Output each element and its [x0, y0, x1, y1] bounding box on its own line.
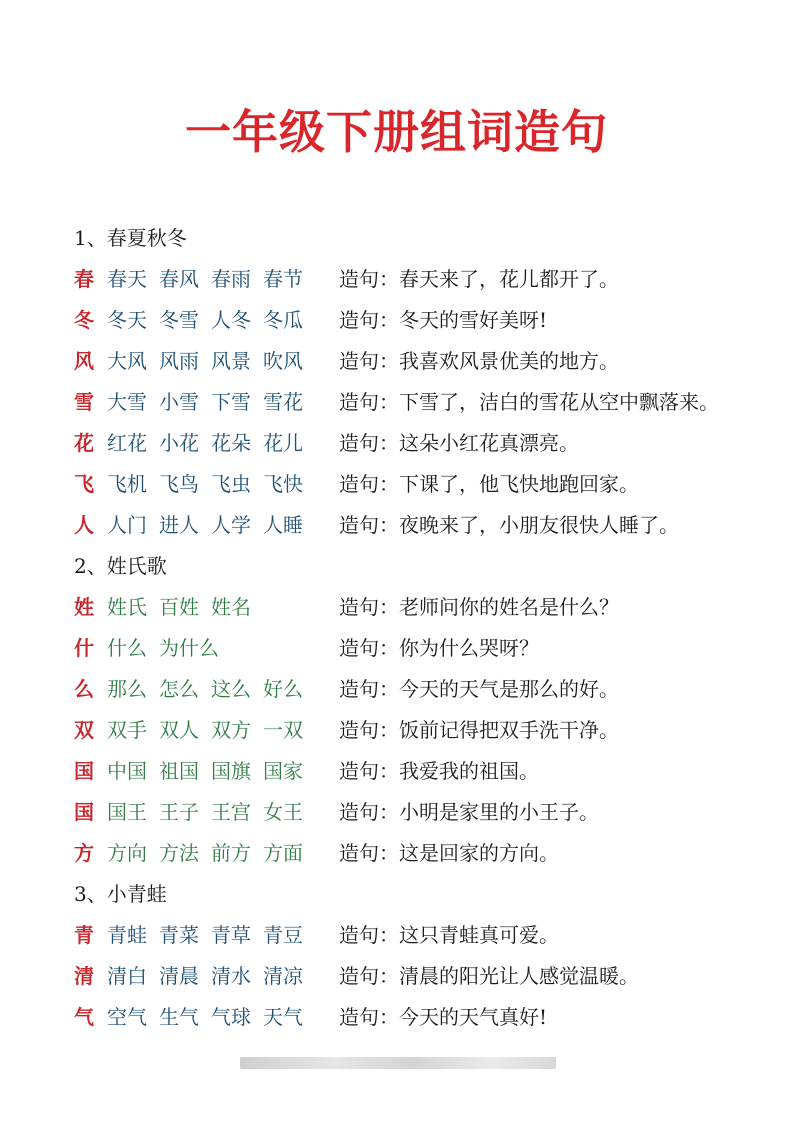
word-row [74, 833, 754, 874]
compound-word: 清水 [211, 964, 251, 988]
compound-word: 方法 [159, 841, 199, 865]
compound-word: 花儿 [263, 431, 303, 455]
example-sentence: 造句：饭前记得把双手洗干净。 [339, 718, 619, 742]
example-sentence: 造句：清晨的阳光让人感觉温暖。 [339, 964, 639, 988]
word-row [74, 423, 754, 464]
example-sentence: 造句：这只青蛙真可爱。 [339, 923, 559, 947]
compound-word: 姓名 [211, 595, 251, 619]
word-group [107, 710, 347, 751]
example-sentence: 造句：今天的天气是那么的好。 [339, 677, 619, 701]
compound-word: 飞快 [263, 472, 303, 496]
compound-word: 一双 [263, 718, 303, 742]
word-group [107, 300, 347, 341]
compound-word: 青蛙 [107, 923, 147, 947]
compound-word: 吹风 [263, 349, 303, 373]
example-sentence: 造句：这朵小红花真漂亮。 [339, 431, 579, 455]
compound-word: 春天 [107, 267, 147, 291]
compound-word: 方面 [263, 841, 303, 865]
key-character: 清 [74, 964, 94, 988]
example-sentence: 造句：下课了，他飞快地跑回家。 [339, 472, 639, 496]
compound-word: 这么 [211, 677, 251, 701]
page-title: 一年级下册组词造句 [185, 105, 608, 159]
word-row [74, 300, 754, 341]
compound-word: 什么 [107, 636, 147, 660]
example-sentence: 造句：今天的天气真好! [339, 1005, 548, 1029]
word-group [107, 341, 347, 382]
word-row [74, 341, 754, 382]
word-group [107, 259, 347, 300]
compound-word: 百姓 [159, 595, 199, 619]
compound-word: 怎么 [159, 677, 199, 701]
compound-word: 青豆 [263, 923, 303, 947]
compound-word: 那么 [107, 677, 147, 701]
word-list [74, 218, 754, 1038]
example-sentence: 造句：小明是家里的小王子。 [339, 800, 599, 824]
compound-word: 生气 [159, 1005, 199, 1029]
compound-word: 大雪 [107, 390, 147, 414]
word-group [107, 669, 347, 710]
key-character: 姓 [74, 595, 94, 619]
example-sentence: 造句：我喜欢风景优美的地方。 [339, 349, 619, 373]
key-character: 雪 [74, 390, 94, 414]
key-character: 青 [74, 923, 94, 947]
compound-word: 雪花 [263, 390, 303, 414]
example-sentence: 造句：老师问你的姓名是什么？ [339, 595, 619, 619]
compound-word: 双方 [211, 718, 251, 742]
key-character: 人 [74, 513, 94, 537]
word-row [74, 710, 754, 751]
compound-word: 飞机 [107, 472, 147, 496]
compound-word: 双人 [159, 718, 199, 742]
compound-word: 春节 [263, 267, 303, 291]
compound-word: 春风 [159, 267, 199, 291]
compound-word: 气球 [211, 1005, 251, 1029]
compound-word: 大风 [107, 349, 147, 373]
compound-word: 红花 [107, 431, 147, 455]
word-group [107, 464, 347, 505]
compound-word: 进人 [159, 513, 199, 537]
word-row [74, 956, 754, 997]
compound-word: 花朵 [211, 431, 251, 455]
compound-word: 前方 [211, 841, 251, 865]
compound-word: 人门 [107, 513, 147, 537]
word-group [107, 833, 347, 874]
compound-word: 方向 [107, 841, 147, 865]
key-character: 春 [74, 267, 94, 291]
word-row [74, 505, 754, 546]
compound-word: 人睡 [263, 513, 303, 537]
word-group [107, 423, 347, 464]
word-row [74, 997, 754, 1038]
word-group [107, 956, 347, 997]
compound-word: 女王 [263, 800, 303, 824]
section-heading: 3、小青蛙 [74, 882, 167, 906]
compound-word: 冬瓜 [263, 308, 303, 332]
compound-word: 姓氏 [107, 595, 147, 619]
section-heading: 1、春夏秋冬 [74, 226, 187, 250]
key-character: 么 [74, 677, 94, 701]
compound-word: 青草 [211, 923, 251, 947]
key-character: 方 [74, 841, 94, 865]
word-group [107, 792, 347, 833]
word-group [107, 751, 347, 792]
word-row [74, 628, 754, 669]
word-group [107, 915, 347, 956]
word-group [107, 997, 347, 1038]
word-row [74, 669, 754, 710]
compound-word: 清晨 [159, 964, 199, 988]
compound-word: 飞鸟 [159, 472, 199, 496]
key-character: 花 [74, 431, 94, 455]
compound-word: 祖国 [159, 759, 199, 783]
word-row [74, 915, 754, 956]
compound-word: 春雨 [211, 267, 251, 291]
compound-word: 风景 [211, 349, 251, 373]
key-character: 气 [74, 1005, 94, 1029]
footer-watermark-bar [240, 1057, 556, 1069]
compound-word: 人冬 [211, 308, 251, 332]
compound-word: 人学 [211, 513, 251, 537]
compound-word: 中国 [107, 759, 147, 783]
compound-word: 飞虫 [211, 472, 251, 496]
compound-word: 王子 [159, 800, 199, 824]
word-group [107, 505, 347, 546]
key-character: 风 [74, 349, 94, 373]
compound-word: 国家 [263, 759, 303, 783]
word-group [107, 628, 347, 669]
word-row [74, 587, 754, 628]
compound-word: 国王 [107, 800, 147, 824]
key-character: 国 [74, 759, 94, 783]
compound-word: 小花 [159, 431, 199, 455]
example-sentence: 造句：你为什么哭呀？ [339, 636, 539, 660]
example-sentence: 造句：我爱我的祖国。 [339, 759, 539, 783]
example-sentence: 造句：冬天的雪好美呀! [339, 308, 548, 332]
compound-word: 清凉 [263, 964, 303, 988]
example-sentence: 造句：夜晚来了，小朋友很快人睡了。 [339, 513, 679, 537]
section-heading: 2、姓氏歌 [74, 554, 167, 578]
compound-word: 国旗 [211, 759, 251, 783]
compound-word: 双手 [107, 718, 147, 742]
key-character: 双 [74, 718, 94, 742]
compound-word: 好么 [263, 677, 303, 701]
compound-word: 冬雪 [159, 308, 199, 332]
word-row [74, 751, 754, 792]
word-row [74, 382, 754, 423]
compound-word: 下雪 [211, 390, 251, 414]
key-character: 冬 [74, 308, 94, 332]
compound-word: 冬天 [107, 308, 147, 332]
compound-word: 天气 [263, 1005, 303, 1029]
example-sentence: 造句：春天来了，花儿都开了。 [339, 267, 619, 291]
example-sentence: 造句：下雪了，洁白的雪花从空中飘落来。 [339, 390, 719, 414]
key-character: 什 [74, 636, 94, 660]
key-character: 国 [74, 800, 94, 824]
compound-word: 空气 [107, 1005, 147, 1029]
compound-word: 风雨 [159, 349, 199, 373]
word-row [74, 259, 754, 300]
word-row [74, 792, 754, 833]
compound-word: 清白 [107, 964, 147, 988]
compound-word: 王宫 [211, 800, 251, 824]
word-row [74, 464, 754, 505]
word-group [107, 382, 347, 423]
word-group [107, 587, 347, 628]
key-character: 飞 [74, 472, 94, 496]
compound-word: 为什么 [159, 636, 219, 660]
compound-word: 青菜 [159, 923, 199, 947]
compound-word: 小雪 [159, 390, 199, 414]
example-sentence: 造句：这是回家的方向。 [339, 841, 559, 865]
